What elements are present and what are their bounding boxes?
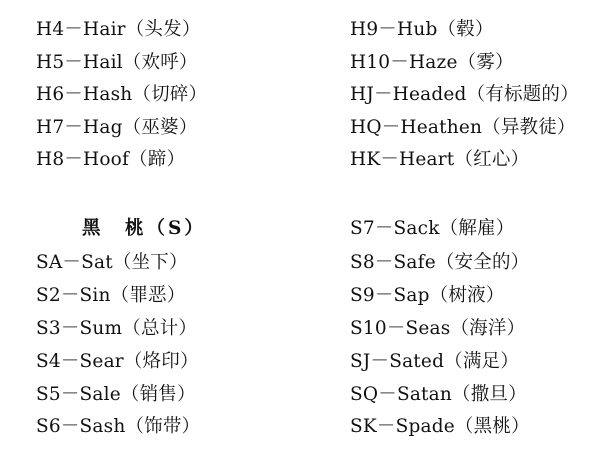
list-item: H5－Hail（欢呼） <box>36 52 198 73</box>
list-item: H10－Haze（雾） <box>350 52 514 73</box>
list-item: SQ－Satan（撒旦） <box>350 384 527 405</box>
list-item: S5－Sale（销售） <box>36 384 196 405</box>
list-item: S8－Safe（安全的） <box>350 252 530 273</box>
list-item: HK－Heart（红心） <box>350 149 530 170</box>
list-item: SJ－Sated（满足） <box>350 351 519 372</box>
list-item: H6－Hash（切碎） <box>36 84 208 105</box>
list-item: S4－Sear（烙印） <box>36 351 199 372</box>
list-item: S3－Sum（总计） <box>36 318 198 339</box>
list-item: S7－Sack（解雇） <box>350 218 515 239</box>
list-item: HJ－Headed（有标题的） <box>350 84 579 105</box>
list-item: HQ－Heathen（异教徒） <box>350 117 576 138</box>
list-item: S2－Sin（罪恶） <box>36 285 186 306</box>
list-item: SK－Spade（黑桃） <box>350 416 530 437</box>
section-heading: 黑 桃（S） <box>82 218 206 239</box>
list-item: S10－Seas（海洋） <box>350 318 526 339</box>
list-item: H9－Hub（毂） <box>350 19 494 40</box>
list-item: H8－Hoof（蹄） <box>36 149 186 170</box>
list-item: SA－Sat（坐下） <box>36 252 188 273</box>
list-item: S9－Sap（树液） <box>350 285 505 306</box>
list-item: H4－Hair（头发） <box>36 19 201 40</box>
list-item: H7－Hag（巫婆） <box>36 117 198 138</box>
list-item: S6－Sash（饰带） <box>36 416 201 437</box>
